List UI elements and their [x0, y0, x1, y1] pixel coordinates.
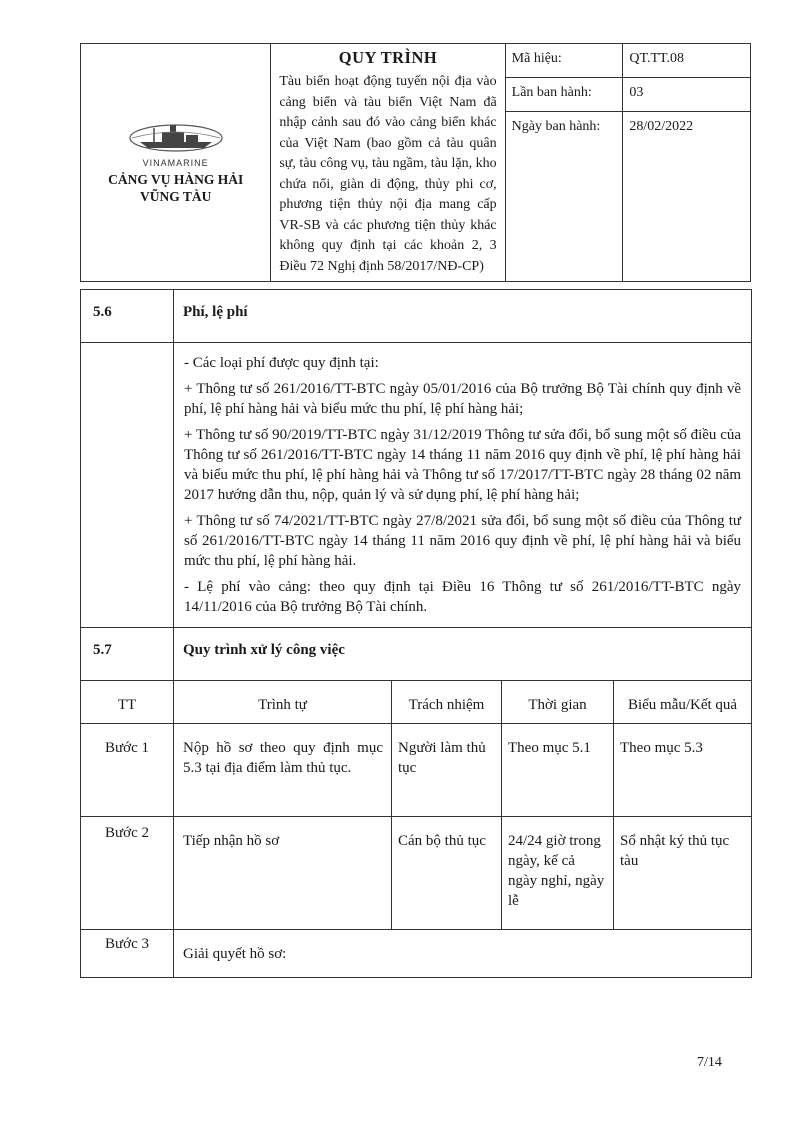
org-abbrev: VINAMARINE [142, 158, 209, 168]
step-number: Bước 2 [81, 817, 174, 930]
step-sequence: Giải quyết hồ sơ: [174, 930, 752, 978]
content-table [80, 289, 752, 978]
column-header: Thời gian [502, 681, 614, 724]
table-row [81, 930, 752, 978]
fee-paragraph: - Lệ phí vào cảng: theo quy định tại Điều 16 Thông tư số 261/2016/TT-BTC ngày 14/11/2016 của Bộ trưởng Bộ Tài chính. [184, 579, 742, 615]
step-form: Theo mục 5.3 [614, 724, 752, 817]
step-time: 24/24 giờ trong ngày, kể cả ngày nghỉ, ngày lễ [502, 817, 614, 930]
doc-description: Tàu biển hoạt động tuyến nội địa vào cảng biển và tàu biển Việt Nam đã nhập cảnh sau đó vào cảng biển khác của Việt Nam (bao gồm cả tàu quân sự, tàu công vụ, tàu ngầm, tàu lặn, kho chứa nổi, giàn di động, thủy phi cơ, phương tiện thủy nội địa mang cấp VR-SB và các phương tiện thủy khác không quy định tại các khoản 2, 3 Điều 72 Nghị định 58/2017/NĐ-CP) [279, 74, 497, 274]
org-name-line1: CẢNG VỤ HÀNG HẢI [108, 172, 244, 187]
column-header: Biểu mẫu/Kết quả [614, 681, 752, 724]
table-row [81, 724, 752, 817]
section-title: Quy trình xử lý công việc [174, 628, 752, 681]
fee-paragraph: + Thông tư số 261/2016/TT-BTC ngày 05/01/2016 của Bộ trưởng Bộ Tài chính quy định về phí, lệ phí hàng hải và biểu mức thu phí, lệ phí hàng hải; [184, 381, 742, 417]
fee-paragraph: - Các loại phí được quy định tại: [184, 355, 379, 371]
step-sequence: Tiếp nhận hồ sơ [174, 817, 392, 930]
table-header-row [81, 681, 752, 724]
section-number: 5.7 [81, 628, 174, 681]
issue-date-label: Ngày ban hành: [505, 112, 623, 282]
section-number: 5.6 [81, 290, 174, 343]
code-label: Mã hiệu: [505, 44, 623, 78]
logo-cell [81, 44, 271, 282]
step-responsibility: Người làm thủ tục [392, 724, 502, 817]
step-number: Bước 3 [81, 930, 174, 978]
fee-paragraph: + Thông tư số 90/2019/TT-BTC ngày 31/12/2019 Thông tư sửa đổi, bổ sung một số điều của Thông tư số 261/2016/TT-BTC ngày 14 tháng 11 năm 2016 quy định về phí, lệ phí hàng hải và biểu mức thu phí, lệ phí hàng hải và Thông tư số 17/2017/TT-BTC ngày 28 tháng 02 năm 2017 hướng dẫn thu, nộp, quản lý và sử dụng phí, lệ phí hàng hải; [184, 427, 742, 503]
table-row [81, 817, 752, 930]
step-form: Sổ nhật ký thủ tục tàu [614, 817, 752, 930]
column-header: Trách nhiệm [392, 681, 502, 724]
org-name-line2: VŨNG TÀU [139, 189, 212, 204]
vinamarine-logo-icon [126, 120, 226, 156]
code-value: QT.TT.08 [623, 44, 751, 78]
fees-content [174, 343, 752, 628]
page-number: 7/14 [697, 1055, 722, 1070]
column-header: Trình tự [174, 681, 392, 724]
issue-no-value: 03 [623, 78, 751, 112]
step-number: Bước 1 [81, 724, 174, 817]
document-header [80, 43, 751, 282]
step-sequence: Nộp hồ sơ theo quy định mục 5.3 tại địa điểm làm thủ tục. [174, 724, 392, 817]
empty-cell [81, 343, 174, 628]
issue-date-value: 28/02/2022 [623, 112, 751, 282]
step-responsibility: Cán bộ thủ tục [392, 817, 502, 930]
doc-title-cell [271, 44, 505, 282]
section-title: Phí, lệ phí [174, 290, 752, 343]
fee-paragraph: + Thông tư số 74/2021/TT-BTC ngày 27/8/2021 sửa đổi, bổ sung một số điều của Thông tư số 261/2016/TT-BTC ngày 14 tháng 11 năm 2016 quy định về phí, lệ phí hàng hải và biểu mức thu phí, lệ phí hàng hải. [184, 513, 742, 569]
doc-type: QUY TRÌNH [338, 48, 438, 67]
step-time: Theo mục 5.1 [502, 724, 614, 817]
column-header: TT [81, 681, 174, 724]
issue-no-label: Lần ban hành: [505, 78, 623, 112]
